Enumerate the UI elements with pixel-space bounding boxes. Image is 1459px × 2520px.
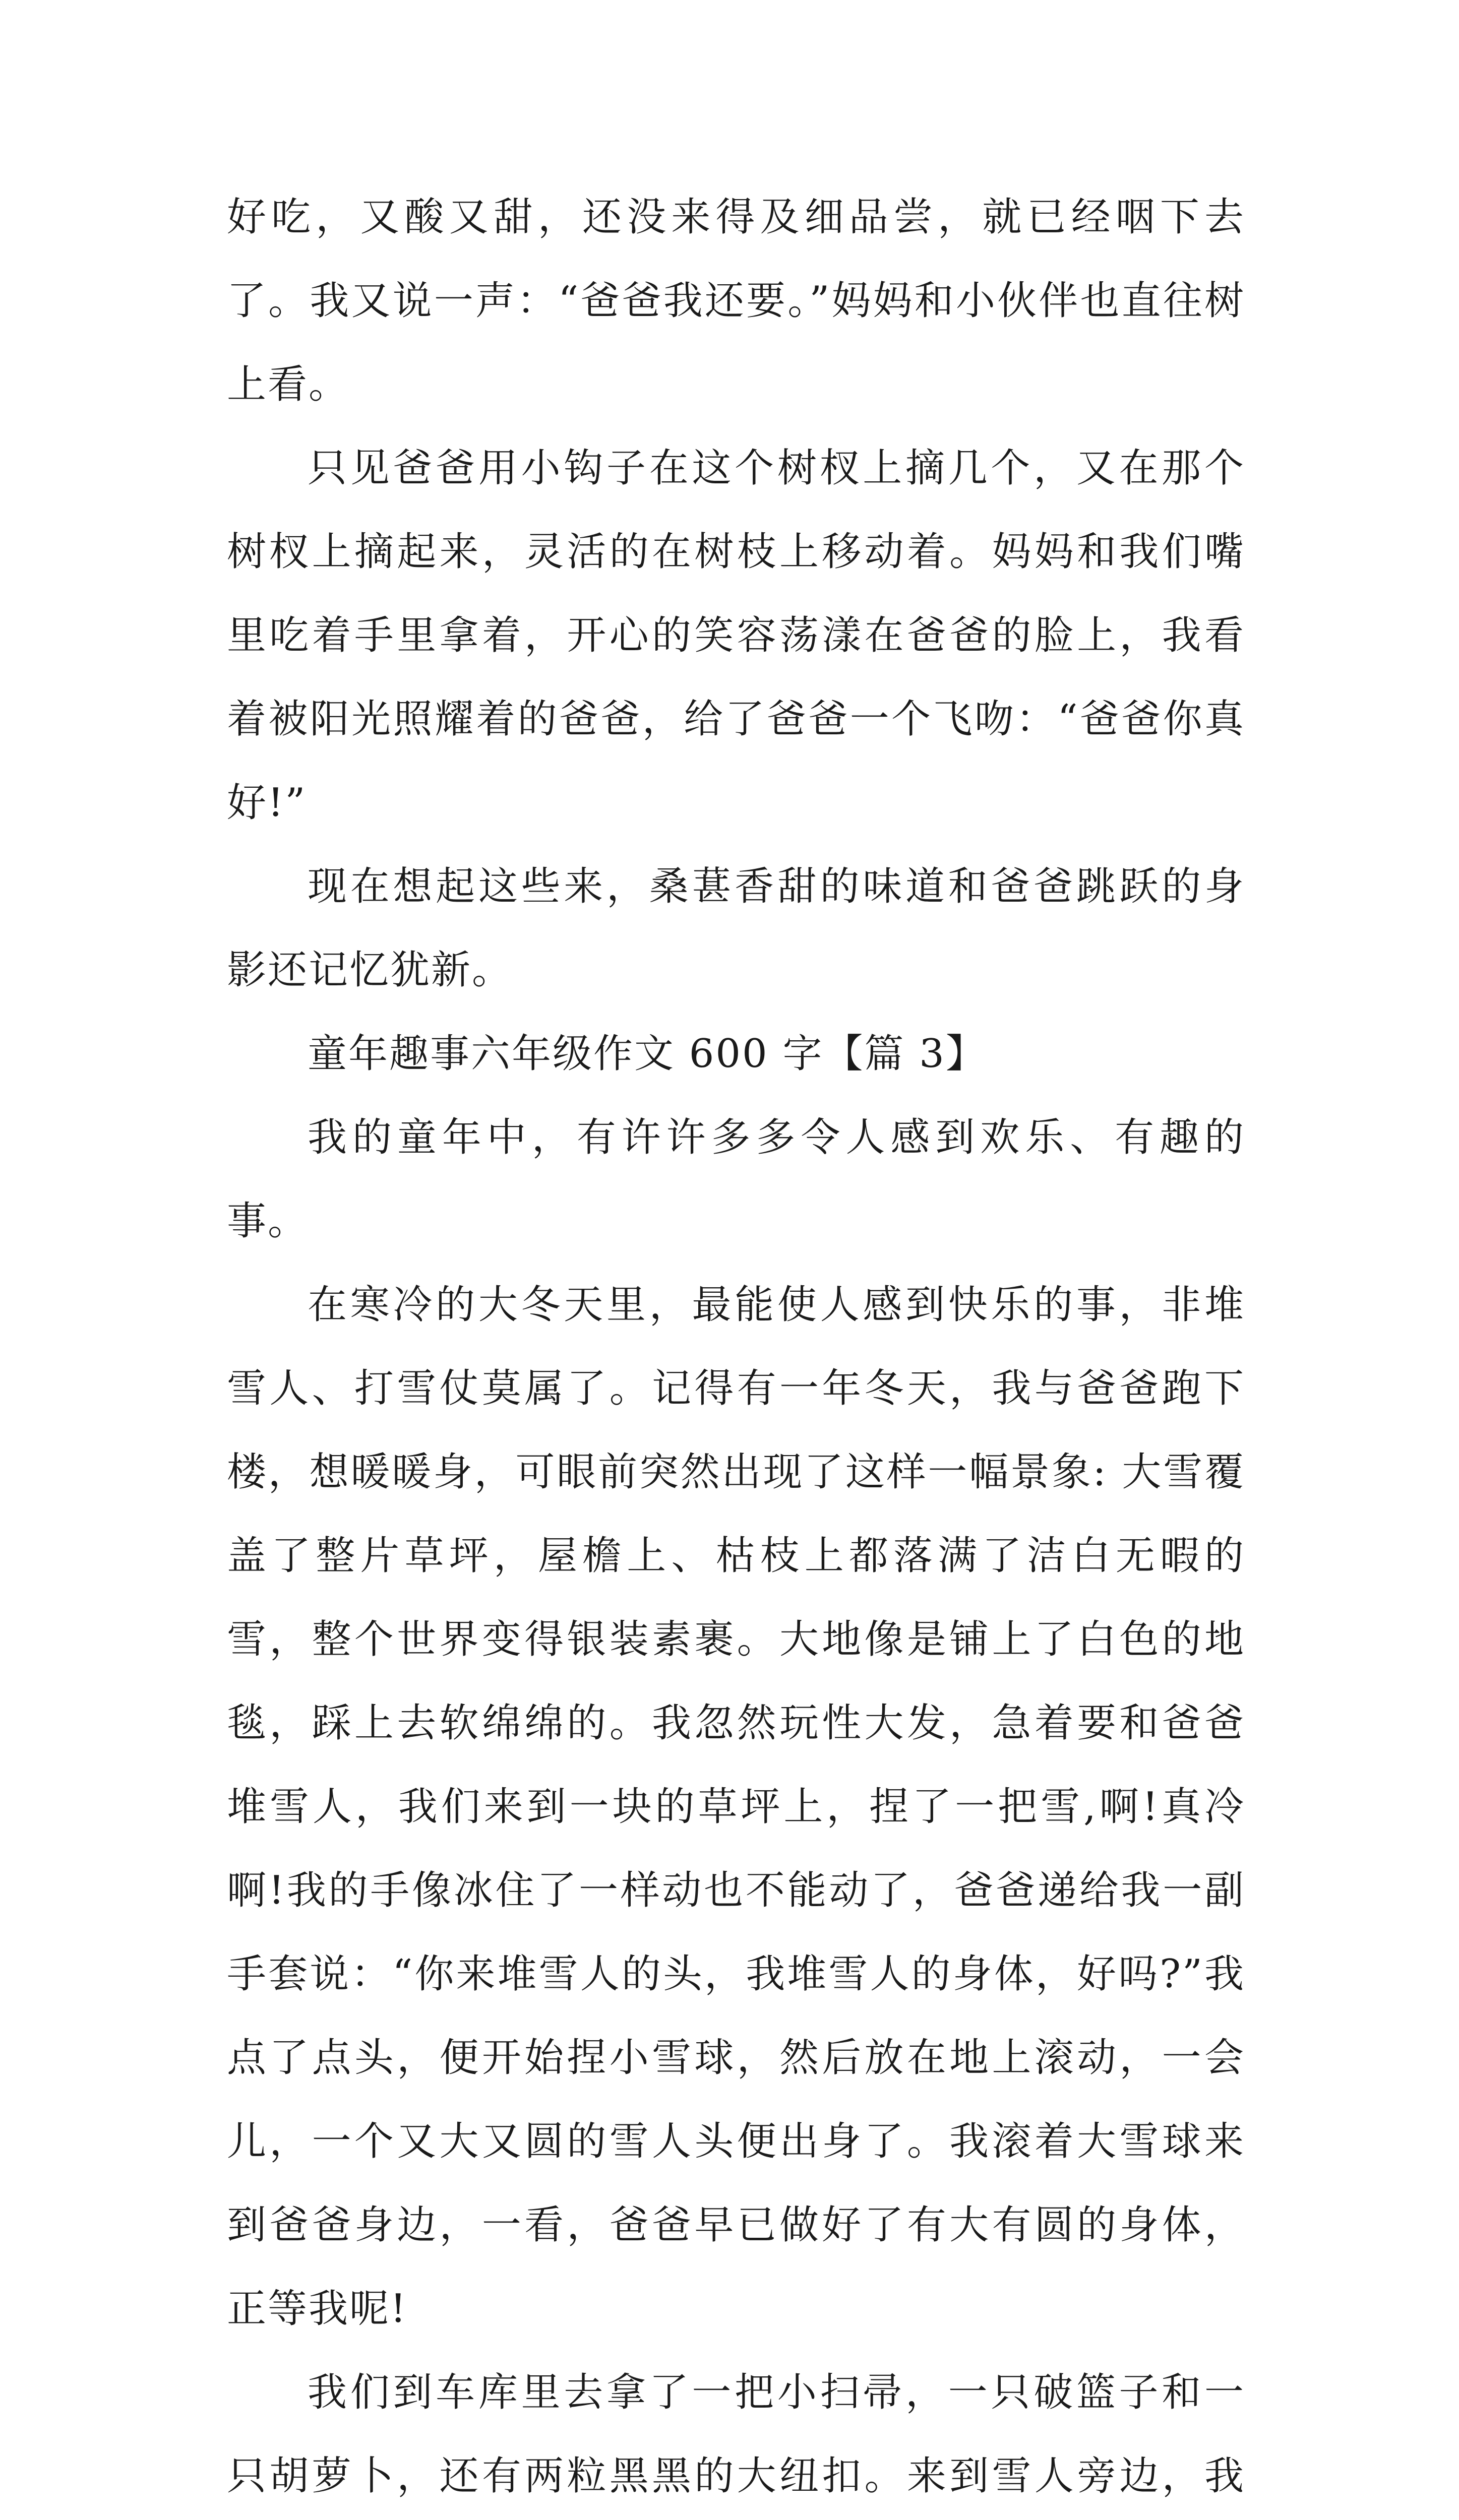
essay-body [227, 175, 1245, 2520]
paragraph-intro: 我的童年中，有许许多多令人感到欢乐、有趣的事。 [227, 1115, 1245, 1244]
paragraph-continued: 好吃，又酸又甜，还没来得及细品尝，就已经咽下去了。我又说一声：“爸爸我还要。”妈妈和小伙伴也直往树上看。 [227, 195, 1245, 407]
paragraph-dad-picking-mulberries: 只见爸爸用小钩子在这个树杈上摘几个，又在那个树杈上摘起来，灵活的在树枝上移动着。妈妈和我们嘴里吃着手里拿着，开心的笑容荡漾在爸爸的脸上，我看着被阳光照耀着的爸爸，给了爸爸一个飞吻：“爸爸你真好!” [227, 446, 1245, 826]
paragraph-snowman: 在寒冷的大冬天里，最能使人感到快乐的事，非堆雪人、打雪仗莫属了。记得有一年冬天，我与爸爸跑下楼，想暖暖身，可眼前突然出现了这样一幅景象: 大雪覆盖了整片草坪，屋檐上、枯枝上都落满了洁白无暇的雪，整个世界变得银装素裹。大地像是铺上了白色的地毯，踩上去软绵绵的。我忽然玩性大发，急着要和爸爸堆雪人，我们来到一块的草坪上，捏了一把雪,啊!真冷啊!我的手像冰住了一样动也不能动了，爸爸递给我一副手套说：“你来堆雪人的头，我堆雪人的身体，好吗?”我点了点头，便开始捏小雪球，然后放在地上滚动，一会儿，一个又大又圆的雪人头便出身了。我滚着大雪球来到爸爸身边，一看，爸爸早已做好了有大有圆的身体，正等我呢! [227, 1282, 1245, 2332]
section-heading-part3: 童年趣事六年级作文 600 字【篇 3】 [308, 1031, 987, 1077]
paragraph-memory: 现在想起这些来，桑葚香甜的味道和爸爸跳跃的身影还记忆犹新。 [227, 864, 1245, 993]
paragraph-garage: 我们到车库里去拿了一把小扫帚，一只破篮子和一只胡萝卜，还有两粒黑黑的大纽扣。来到雪人旁边，我 [227, 2370, 1245, 2499]
